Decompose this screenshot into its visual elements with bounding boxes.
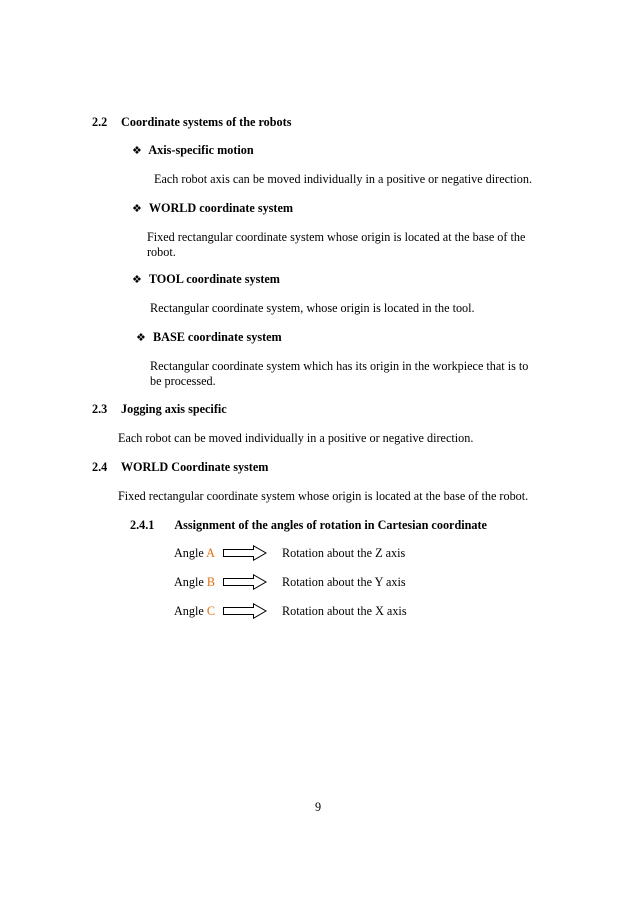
- bullet-title: TOOL coordinate system: [148, 272, 280, 286]
- section-number: 2.3: [92, 402, 108, 416]
- bullet-title: WORLD coordinate system: [148, 201, 294, 215]
- section-body: Fixed rectangular coordinate system whose origin is located at the base of the robot.: [118, 489, 529, 503]
- bullet-heading-tool: [132, 272, 280, 287]
- angle-letter: C: [206, 604, 215, 618]
- angle-label-c: [174, 604, 215, 619]
- angle-word: Angle: [174, 546, 204, 560]
- page-number: 9: [315, 800, 322, 814]
- bullet-body-line: Rectangular coordinate system which has its origin in the workpiece that is to: [150, 359, 529, 373]
- bullet-heading-world: [132, 201, 293, 216]
- rotation-text: Rotation about the Z axis: [282, 546, 406, 560]
- rotation-text: Rotation about the X axis: [282, 604, 407, 618]
- angle-word: Angle: [174, 575, 204, 589]
- section-title: WORLD Coordinate system: [120, 460, 269, 474]
- angle-word: Angle: [174, 604, 204, 618]
- angle-label-a: [174, 546, 215, 561]
- section-number: 2.4.1: [130, 518, 155, 532]
- angle-label-b: [174, 575, 215, 590]
- section-heading-2-4: [92, 460, 268, 475]
- bullet-title: Axis-specific motion: [148, 143, 254, 157]
- section-title: Coordinate systems of the robots: [121, 115, 292, 129]
- diamond-bullet-icon: ❖: [136, 331, 146, 344]
- diamond-bullet-icon: ❖: [132, 273, 142, 286]
- bullet-body-line: be processed.: [150, 374, 216, 388]
- subsection-heading-2-4-1: [130, 518, 487, 533]
- angle-letter: B: [206, 575, 215, 589]
- section-heading-2-3: [92, 402, 227, 417]
- right-arrow-icon: [223, 603, 267, 619]
- section-number: 2.2: [92, 115, 108, 129]
- section-heading-2-2: [92, 115, 291, 130]
- bullet-body-line: Fixed rectangular coordinate system whose origin is located at the base of the: [147, 230, 526, 244]
- section-title: Assignment of the angles of rotation in Cartesian coordinate: [174, 518, 487, 532]
- right-arrow-icon: [223, 574, 267, 590]
- diamond-bullet-icon: ❖: [132, 202, 142, 215]
- section-number: 2.4: [92, 460, 108, 474]
- section-title: Jogging axis specific: [121, 402, 227, 416]
- bullet-body-line: robot.: [147, 245, 176, 259]
- angle-letter: A: [206, 546, 215, 560]
- right-arrow-icon: [223, 545, 267, 561]
- bullet-heading-axis-specific: [132, 143, 254, 158]
- diamond-bullet-icon: ❖: [132, 144, 142, 157]
- bullet-title: BASE coordinate system: [153, 330, 282, 344]
- section-body: Each robot can be moved individually in a positive or negative direction.: [118, 431, 474, 445]
- bullet-heading-base: [136, 330, 282, 345]
- bullet-body: Each robot axis can be moved individually in a positive or negative direction.: [154, 172, 533, 186]
- rotation-text: Rotation about the Y axis: [282, 575, 406, 589]
- bullet-body: Rectangular coordinate system, whose origin is located in the tool.: [150, 301, 475, 315]
